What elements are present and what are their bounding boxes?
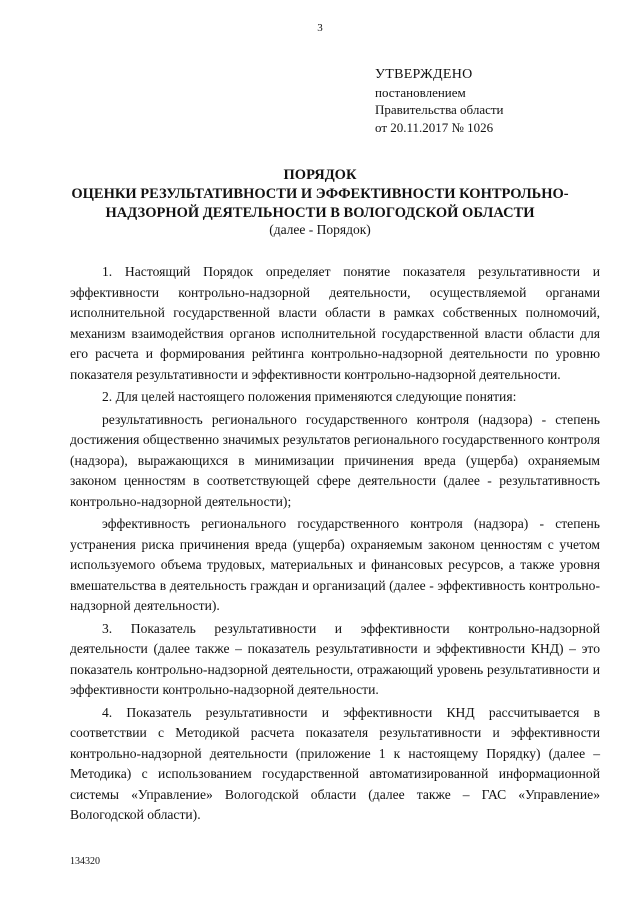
approval-line: Правительства области — [375, 102, 504, 117]
footer-code: 134320 — [70, 856, 100, 867]
title-line: ПОРЯДОК — [283, 167, 357, 183]
document-body — [70, 262, 600, 828]
title-line: ОЦЕНКИ РЕЗУЛЬТАТИВНОСТИ И ЭФФЕКТИВНОСТИ КОНТРОЛЬНО- — [71, 186, 569, 202]
paragraph: 4. Показатель результативности и эффективности КНД рассчитывается в соответствии с Методикой расчета показателя результативности и эффективности контрольно-надзорной деятельности (приложение 1 к настоящему Порядку) (далее – Методика) с использованием государственной автоматизированной информационной системы «Управление» Вологодской области (далее также – ГАС «Управление» Вологодской области). — [70, 704, 600, 822]
paragraph: 1. Настоящий Порядок определяет понятие показателя результативности и эффективности контрольно-надзорной деятельности, осуществляемой органами исполнительной государственной власти области в рамках собственных полномочий, механизм взаимодействия органов исполнительной государственной власти области для его расчета и формирования рейтинга контрольно-надзорной деятельности по уровню показателя результативности и эффективности контрольно-надзорной деятельности. — [70, 264, 600, 382]
document-title — [0, 166, 640, 223]
approval-date-number: от 20.11.2017 № 1026 — [375, 119, 494, 135]
paragraph: результативность регионального государственного контроля (надзора) - степень достижения общественно значимых результатов регионального государственного контроля (надзора), выражающихся в минимизации причинения вреда (ущерба) охраняемым законом ценностям в соответствующей сфере деятельности (далее - результативность контрольно-надзорной деятельности); — [70, 411, 600, 509]
approval-heading: УТВЕРЖДЕНО — [375, 67, 473, 82]
paragraph: 2. Для целей настоящего положения применяются следующие понятия: — [102, 389, 517, 404]
paragraph: эффективность регионального государственного контроля (надзора) - степень устранения риска причинения вреда (ущерба) охраняемым законом ценностям с учетом используемого объема трудовых, материальных и финансовых ресурсов, а также уровня вмешательства в деятельность граждан и организаций (далее - эффективность контрольно-надзорной деятельности). — [70, 516, 600, 613]
title-line: НАДЗОРНОЙ ДЕЯТЕЛЬНОСТИ В ВОЛОГОДСКОЙ ОБЛАСТИ — [105, 205, 535, 221]
approval-line: постановлением — [375, 84, 466, 100]
approval-block — [375, 66, 504, 136]
paragraph: 3. Показатель результативности и эффективности контрольно-надзорной деятельности (далее также – показатель результативности и эффективности КНД) – это показатель контрольно-надзорной деятельности, отражающий уровень результативности и эффективности контрольно-надзорной деятельности. — [70, 620, 600, 697]
document-subtitle: (далее - Порядок) — [269, 222, 371, 237]
page-number: 3 — [317, 22, 323, 34]
